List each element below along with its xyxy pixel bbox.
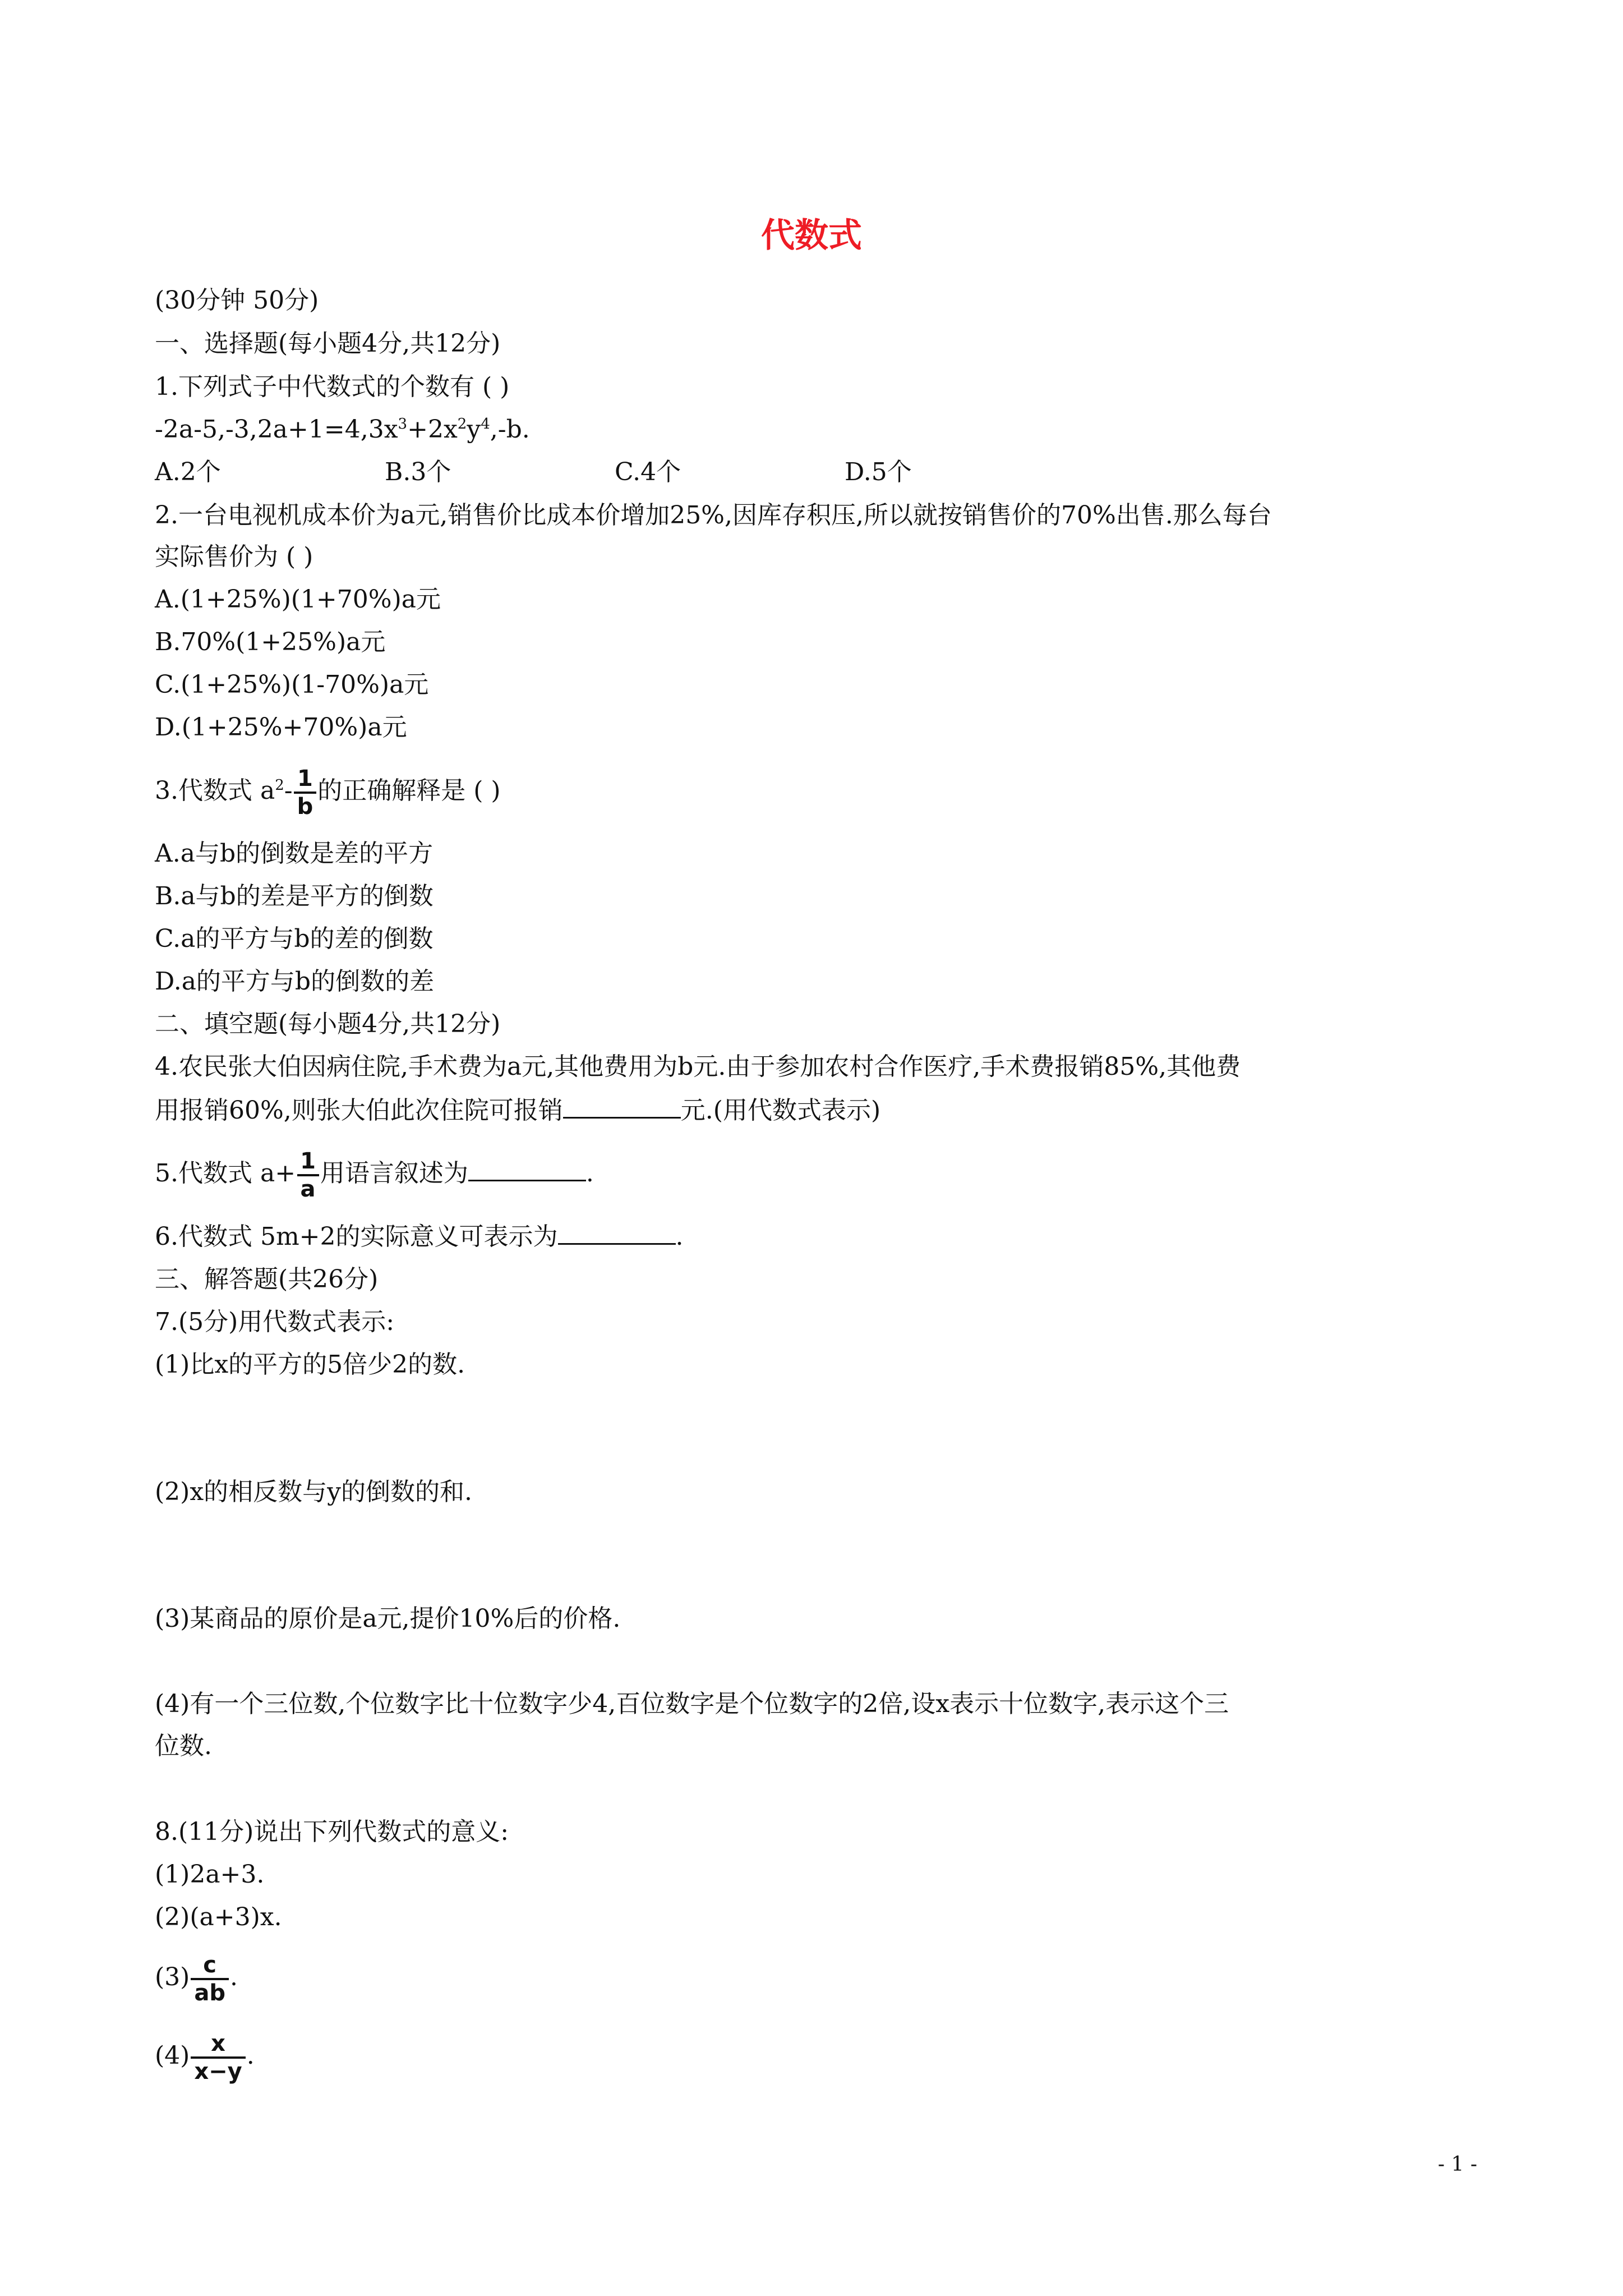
option-a: A.2个 (155, 458, 221, 486)
question-6: 6.代数式 5m+2的实际意义可表示为 . (155, 1221, 684, 1253)
section-heading-solve: 三、解答题(共26分) (155, 1265, 379, 1294)
question-8-part-4: (4) $\frac{x}{x-y}$ . (155, 2030, 255, 2085)
question-7-part-2: (2)x的相反数与y的倒数的和. (155, 1478, 472, 1506)
fraction-c-over-ab: $\frac{c}{ab}$ (191, 1952, 229, 2006)
page-title: 代数式 (761, 216, 862, 255)
answer-blank (558, 1221, 676, 1245)
question-1-options (155, 457, 1075, 488)
answer-blank (563, 1094, 681, 1119)
option-d: D.5个 (845, 458, 912, 486)
question-2-option-c: C.(1+25%)(1-70%)a元 (155, 670, 429, 699)
question-2-option-b: B.70%(1+25%)a元 (155, 628, 386, 656)
question-1-expressions: $-2a-5,-3,2a+1=4,3x^3+2x^2y^4,-b$. (155, 415, 530, 444)
question-7-part-4-line2: 位数. (155, 1732, 212, 1760)
question-3-option-d: D.a的平方与b的倒数的差 (155, 967, 435, 996)
question-7-stem: 7.(5分)用代数式表示: (155, 1308, 395, 1336)
question-2-option-a: A.(1+25%)(1+70%)a元 (155, 585, 441, 614)
exam-header: (30分钟 50分) (155, 286, 319, 315)
question-3-option-b: B.a与b的差是平方的倒数 (155, 882, 434, 910)
question-3-stem: 3.代数式 $a^2-$ $\frac{1}{b}$ 的正确解释是 ( ) (155, 765, 501, 820)
question-3-option-c: C.a的平方与b的差的倒数 (155, 924, 434, 953)
question-7-part-1: (1)比x的平方的5倍少2的数. (155, 1350, 465, 1379)
fraction-1-over-b: $\frac{1}{b}$ (294, 766, 317, 820)
option-c: C.4个 (615, 458, 681, 486)
answer-blank (468, 1157, 586, 1181)
question-7-part-3: (3)某商品的原价是a元,提价10%后的价格. (155, 1604, 621, 1633)
page-number: - 1 - (1437, 2153, 1477, 2176)
question-8-part-2: (2)(a+3)x. (155, 1903, 282, 1931)
fraction-1-over-a: $\frac{1}{a}$ (297, 1148, 319, 1202)
question-4-line1: 4.农民张大伯因病住院,手术费为a元,其他费用为b元.由于参加农村合作医疗,手术费报销85%,其他费 (155, 1052, 1241, 1081)
question-4-line2: 用报销60%,则张大伯此次住院可报销 元.(用代数式表示) (155, 1094, 880, 1126)
question-3-option-a: A.a与b的倒数是差的平方 (155, 839, 434, 868)
question-2-option-d: D.(1+25%+70%)a元 (155, 713, 407, 742)
question-5: 5.代数式 a+ $\frac{1}{a}$ 用语言叙述为 . (155, 1148, 594, 1202)
fraction-x-over-x-minus-y: $\frac{x}{x-y}$ (191, 2031, 245, 2085)
question-8-part-1: (1)2a+3. (155, 1860, 265, 1889)
question-8-stem: 8.(11分)说出下列代数式的意义: (155, 1818, 509, 1846)
section-heading-fill: 二、填空题(每小题4分,共12分) (155, 1010, 501, 1038)
section-heading-choice: 一、选择题(每小题4分,共12分) (155, 329, 501, 358)
question-7-part-4-line1: (4)有一个三位数,个位数字比十位数字少4,百位数字是个位数字的2倍,设x表示十位数字,表示这个三 (155, 1690, 1229, 1718)
question-2-stem-line1: 2.一台电视机成本价为a元,销售价比成本价增加25%,因库存积压,所以就按销售价的70%出售.那么每台 (155, 501, 1272, 530)
option-b: B.3个 (385, 458, 451, 486)
question-2-stem-line2: 实际售价为 ( ) (155, 542, 313, 571)
question-1-stem: 1.下列式子中代数式的个数有 ( ) (155, 372, 510, 401)
question-8-part-3: (3) $\frac{c}{ab}$ . (155, 1952, 238, 2006)
